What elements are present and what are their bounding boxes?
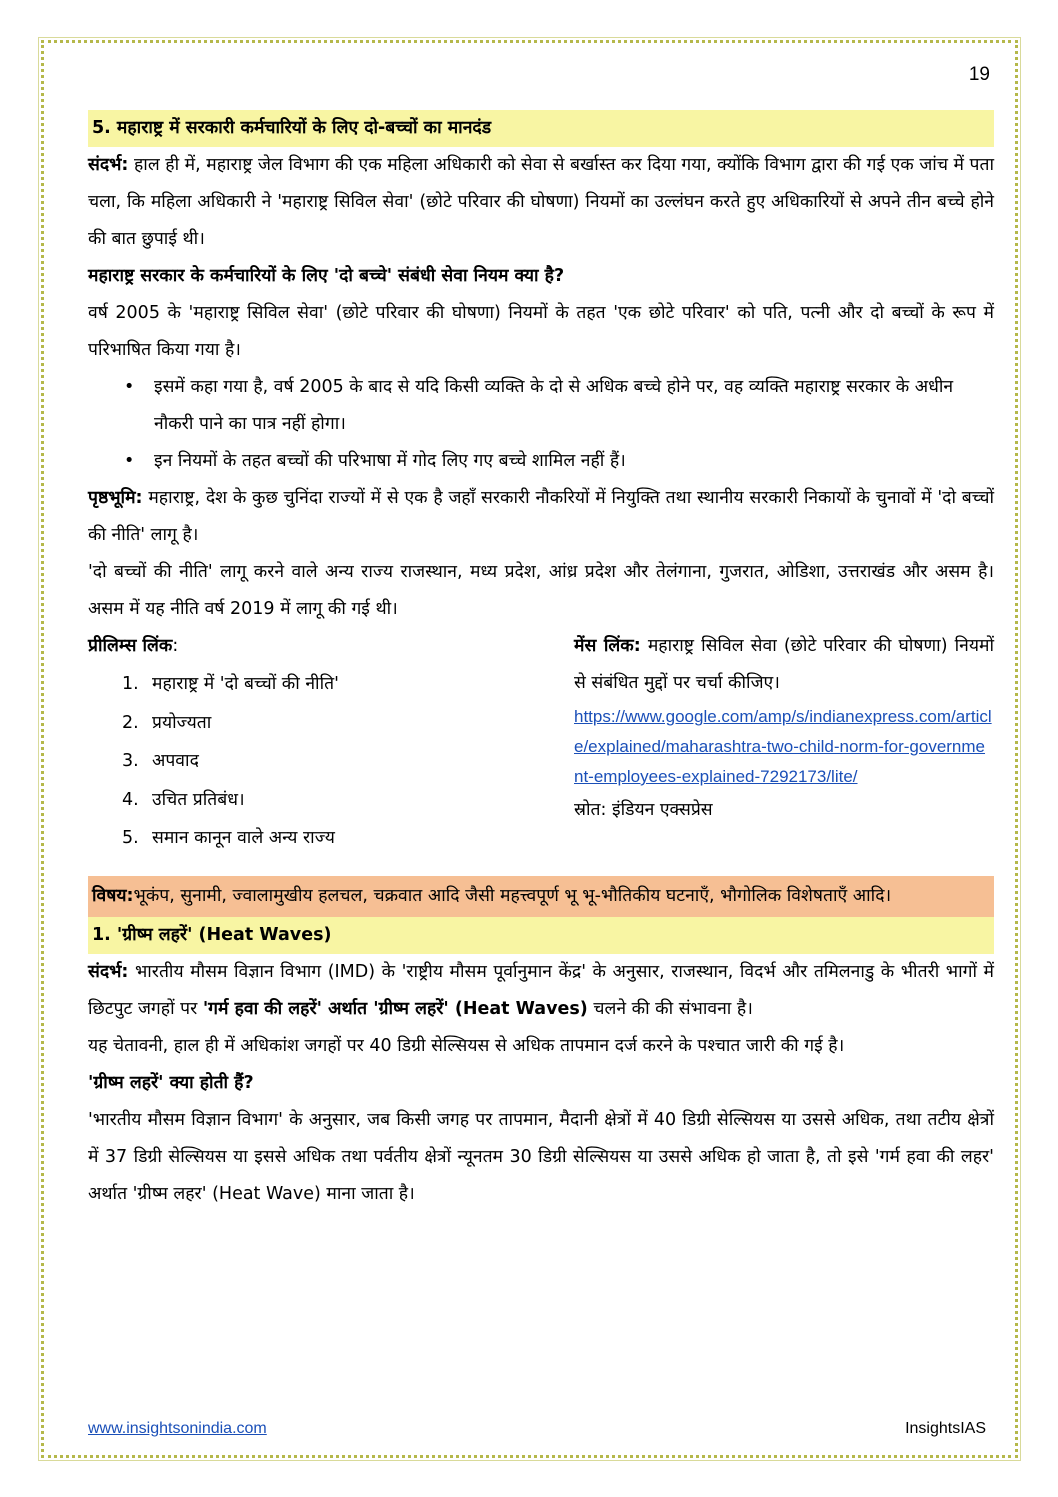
list-item: 5. समान कानून वाले अन्य राज्य bbox=[122, 828, 335, 848]
context-label: संदर्भ: bbox=[88, 961, 129, 982]
topic-banner: विषय:भूकंप, सुनामी, ज्वालामुखीय हलचल, चक्रवात आदि जैसी महत्त्वपूर्ण भू भू-भौतिकीय घटनाएँ, भौगोलिक विशेषताएँ आदि। bbox=[88, 876, 994, 917]
page-number: 19 bbox=[968, 64, 990, 85]
paragraph: 'दो बच्चों की नीति' लागू करने वाले अन्य राज्य राजस्थान, मध्य प्रदेश, आंध्र प्रदेश और तेलंगाना, गुजरात, ओडिशा, उत्तराखंड और असम है। असम में यह नीति वर्ष 2019 में लागू की गई थी। bbox=[88, 562, 994, 619]
list-item: 2. प्रयोज्यता bbox=[122, 712, 212, 733]
brand-name: InsightsIAS bbox=[905, 1420, 986, 1437]
background-label: पृष्ठभूमि: bbox=[88, 488, 143, 508]
mains-link-block: मेंस लिंक: महाराष्ट्र सिविल सेवा (छोटे परिवार की घोषणा) नियमों से संबंधित मुद्दों पर चर्चा कीजिए। https://www.google.com/amp/s/indianexpress.com/article/explained/maharashtra-two-child-norm-for-government-employees-explained-7292173/lite/ स्रोत: इंडियन एक्सप्रेस bbox=[574, 628, 994, 858]
source-link[interactable]: https://www.google.com/amp/s/indianexpress.com/article/explained/maharashtra-two-child-norm-for-government-employees-explained-7292173/lite/ bbox=[574, 707, 992, 786]
page-footer bbox=[88, 1420, 986, 1438]
bullet-list bbox=[118, 369, 994, 480]
context-label: संदर्भ: bbox=[88, 155, 129, 175]
context-paragraph: संदर्भ: हाल ही में, महाराष्ट्र जेल विभाग की एक महिला अधिकारी को सेवा से बर्खास्त कर दिया गया, क्योंकि विभाग द्वारा की गई एक जांच में पता चला, कि महिला अधिकारी ने 'महाराष्ट्र सिविल सेवा' (छोटे परिवार की घोषणा) नियमों का उल्लंघन करते हुए अधिकारियों से अपने तीन बच्चे होने की बात छुपाई थी। bbox=[88, 155, 994, 249]
website-link[interactable]: www.insightsonindia.com bbox=[88, 1420, 267, 1437]
page-content bbox=[88, 110, 994, 1213]
list-item: • इसमें कहा गया है, वर्ष 2005 के बाद से यदि किसी व्यक्ति के दो से अधिक बच्चे होने पर, वह व्यक्ति महाराष्ट्र सरकार के अधीन नौकरी पाने का पात्र नहीं होगा। bbox=[118, 369, 994, 443]
question-heading: 'ग्रीष्म लहरें' क्या होती हैं? bbox=[88, 1072, 254, 1093]
list-item: 1. महाराष्ट्र में 'दो बच्चों की नीति' bbox=[122, 674, 339, 694]
background-paragraph: पृष्ठभूमि: महाराष्ट्र, देश के कुछ चुनिंदा राज्यों में से एक है जहाँ सरकारी नौकरियों में नियुक्ति तथा स्थानीय सरकारी निकायों के चुनावों में 'दो बच्चों की नीति' लागू है। bbox=[88, 488, 994, 545]
list-item: • इन नियमों के तहत बच्चों की परिभाषा में गोद लिए गए बच्चे शामिल नहीं हैं। bbox=[118, 443, 994, 480]
section-title: 5. महाराष्ट्र में सरकारी कर्मचारियों के लिए दो-बच्चों का मानदंड bbox=[88, 110, 994, 147]
topic-label: विषय: bbox=[92, 885, 134, 906]
source-text: स्रोत: इंडियन एक्सप्रेस bbox=[574, 800, 713, 820]
paragraph: वर्ष 2005 के 'महाराष्ट्र सिविल सेवा' (छोटे परिवार की घोषणा) नियमों के तहत 'एक छोटे परिवार' को पति, पत्नी और दो बच्चों के रूप में परिभाषित किया गया है। bbox=[88, 303, 994, 360]
mains-label: मेंस लिंक: bbox=[574, 636, 641, 656]
context-paragraph: संदर्भ: भारतीय मौसम विज्ञान विभाग (IMD) के 'राष्ट्रीय मौसम पूर्वानुमान केंद्र' के अनुसार, राजस्थान, विदर्भ और तमिलनाडु के भीतरी भागों में छिटपुट जगहों पर 'गर्म हवा की लहरें' अर्थात 'ग्रीष्म लहरें' (Heat Waves) चलने की की संभावना है। bbox=[88, 961, 994, 1019]
list-item: 4. उचित प्रतिबंध। bbox=[122, 789, 245, 810]
prelims-label: प्रीलिम्स लिंक bbox=[88, 636, 173, 656]
paragraph: 'भारतीय मौसम विज्ञान विभाग' के अनुसार, जब किसी जगह पर तापमान, मैदानी क्षेत्रों में 40 डिग्री सेल्सियस या उससे अधिक, तथा तटीय क्षेत्रों में 37 डिग्री सेल्सियस या इससे अधिक तथा पर्वतीय क्षेत्रों न्यूनतम 30 डिग्री सेल्सियस या उससे अधिक हो जाता है, तो इसे 'गर्म हवा की लहर' अर्थात 'ग्रीष्म लहर' (Heat Wave) माना जाता है। bbox=[88, 1109, 994, 1204]
prelims-link-block: प्रीलिम्स लिंक: 1. महाराष्ट्र में 'दो बच्चों की नीति' 2. प्रयोज्यता 3. अपवाद 4. उचित प्रतिबंध। 5. समान कानून वाले अन्य राज्य bbox=[88, 628, 538, 858]
paragraph: यह चेतावनी, हाल ही में अधिकांश जगहों पर 40 डिग्री सेल्सियस से अधिक तापमान दर्ज करने के पश्चात जारी की गई है। bbox=[88, 1035, 845, 1056]
links-section bbox=[88, 628, 994, 858]
question-heading: महाराष्ट्र सरकार के कर्मचारियों के लिए 'दो बच्चे' संबंधी सेवा नियम क्या है? bbox=[88, 266, 565, 286]
list-item: 3. अपवाद bbox=[122, 751, 199, 771]
section-title: 1. 'ग्रीष्म लहरें' (Heat Waves) bbox=[88, 917, 994, 954]
prelims-list bbox=[122, 665, 538, 858]
